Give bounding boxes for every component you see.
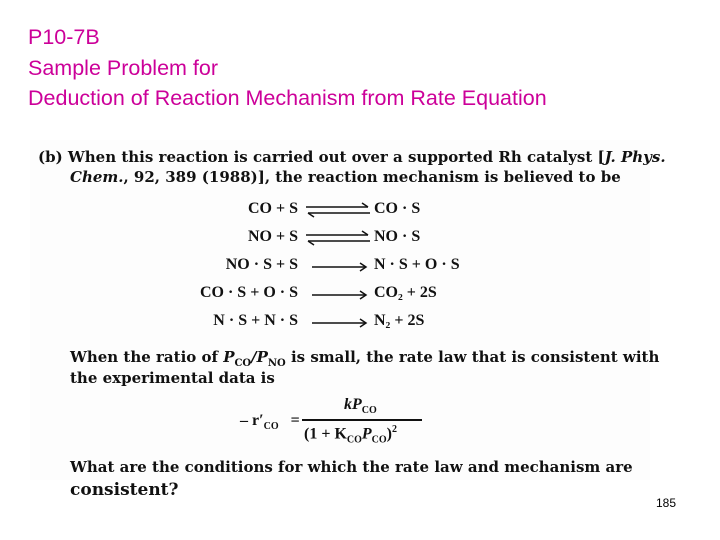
- title-line-2: Sample Problem for: [28, 55, 218, 80]
- scanned-problem-image: [30, 140, 666, 500]
- rate-den-p: P: [361, 425, 372, 443]
- rate-numerator: [344, 396, 377, 416]
- rate-num-kp: kP: [344, 396, 362, 413]
- reaction-right: CO · S: [374, 200, 421, 217]
- rate-lhs-r: – r′: [240, 412, 264, 429]
- fraction-bar: [302, 419, 422, 421]
- forward-arrow-icon: [310, 318, 370, 328]
- reaction-left: CO · S + O · S: [199, 284, 298, 301]
- rate-denominator: [304, 424, 397, 446]
- ratio-text-b: is small, the rate law that is consistent with: [285, 348, 660, 366]
- problem-label: (b): [38, 148, 63, 166]
- page-number: 185: [655, 496, 676, 510]
- ratio-p: P: [223, 348, 235, 366]
- reversible-arrow-icon: [304, 230, 372, 246]
- title-line-1: P10-7B: [28, 25, 100, 49]
- rate-den-close: ): [386, 425, 392, 443]
- ratio-sub-no: NO: [267, 358, 286, 369]
- rate-equals: =: [290, 412, 300, 429]
- rate-den-sub-p: CO: [371, 434, 387, 446]
- rate-den-open: (1 + K: [304, 425, 347, 443]
- question-line-2: consistent?: [70, 480, 179, 500]
- reaction-right: N₂ + 2S: [374, 312, 425, 329]
- reaction-left: N · S + N · S: [213, 312, 298, 329]
- slide-title: [28, 22, 547, 114]
- forward-arrow-icon: [310, 290, 370, 300]
- intro-ref-1: J. Phys.: [604, 148, 666, 166]
- intro-text-2: , 92, 389 (1988)], the reaction mechanism is believed to be: [123, 168, 621, 186]
- forward-arrow-icon: [310, 262, 370, 272]
- rate-den-sub-k: CO: [346, 434, 362, 446]
- reversible-arrow-icon: [304, 202, 372, 218]
- reaction-left: CO + S: [247, 200, 298, 217]
- rate-lhs-sub: CO: [263, 421, 279, 433]
- rate-den-exp: 2: [392, 424, 397, 435]
- problem-intro-line-1: [38, 148, 666, 166]
- question-line-1: What are the conditions for which the rate law and mechanism are: [70, 458, 633, 476]
- title-line-3: Deduction of Reaction Mechanism from Rate Equation: [28, 86, 547, 110]
- rate-num-sub: CO: [361, 405, 377, 417]
- ratio-sub-co: CO: [234, 358, 252, 369]
- reaction-left: NO · S + S: [225, 256, 298, 273]
- reaction-left: NO + S: [247, 228, 298, 245]
- ratio-slash-p: /P: [251, 348, 268, 366]
- ratio-text-a: When the ratio of: [70, 348, 224, 366]
- reaction-right: NO · S: [374, 228, 421, 245]
- reaction-right: CO₂ + 2S: [374, 284, 437, 301]
- ratio-line-2: the experimental data is: [70, 369, 275, 387]
- problem-intro-line-2: [70, 168, 621, 186]
- intro-ref-2: Chem.: [70, 168, 124, 186]
- intro-text-1: When this reaction is carried out over a supported Rh catalyst [: [67, 148, 605, 166]
- reaction-right: N · S + O · S: [374, 256, 460, 273]
- ratio-line-1: [70, 348, 659, 369]
- rate-lhs: [240, 412, 300, 432]
